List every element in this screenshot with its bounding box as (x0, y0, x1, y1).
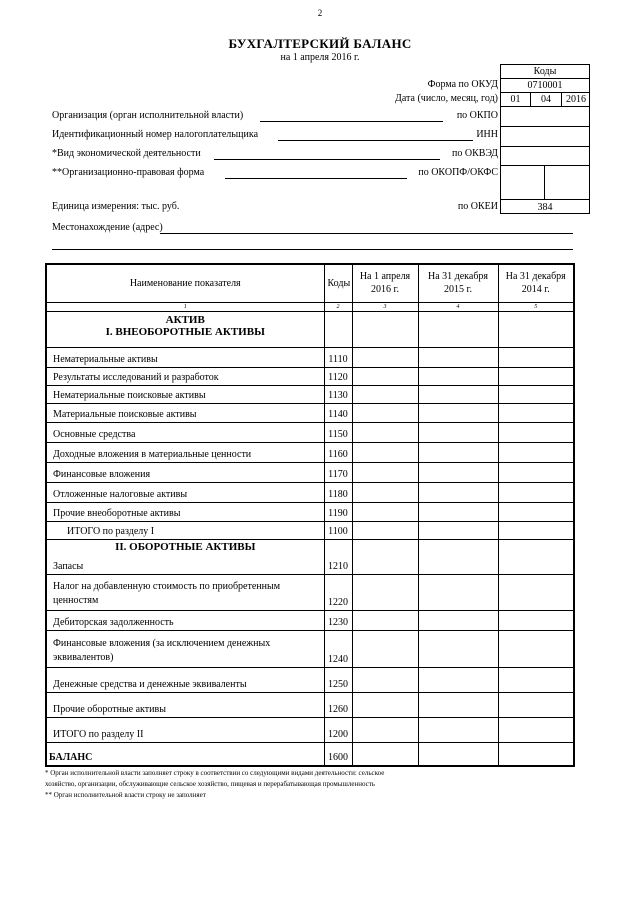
okei-value[interactable]: 384 (537, 202, 553, 213)
value-cell[interactable] (352, 692, 418, 717)
table-row-total (46, 717, 574, 742)
value-cell[interactable] (418, 742, 498, 766)
row-name-with-section (46, 539, 324, 574)
value-cell[interactable] (418, 403, 498, 422)
row-code: 1120 (324, 367, 352, 385)
row-name: Отложенные налоговые активы (46, 482, 324, 502)
value-cell[interactable] (352, 610, 418, 630)
value-cell[interactable] (418, 521, 498, 539)
value-cell[interactable] (418, 442, 498, 462)
column-number-row (46, 302, 574, 311)
section-header-row (46, 311, 574, 347)
value-cell[interactable] (498, 574, 574, 610)
column-number: 3 (352, 302, 418, 311)
row-code: 1220 (324, 574, 352, 610)
value-cell[interactable] (498, 667, 574, 692)
value-cell[interactable] (418, 462, 498, 482)
column-number: 5 (498, 302, 574, 311)
activity-input[interactable] (214, 159, 440, 160)
row-name: Материальные поисковые активы (46, 403, 324, 422)
footnote-1-line-1: * Орган исполнительной власти заполняет строку в соответствии со следующими видами деятельности: сельское (45, 769, 385, 777)
value-cell[interactable] (418, 385, 498, 403)
section1-title: I. ВНЕОБОРОТНЫЕ АКТИВЫ (105, 325, 265, 338)
row-name: ИТОГО по разделу II (46, 717, 324, 742)
address-input-line1[interactable] (160, 233, 573, 234)
balance-table (45, 263, 575, 767)
value-cell[interactable] (418, 502, 498, 521)
date-year[interactable]: 2016 (566, 94, 586, 105)
row-code: 1110 (324, 347, 352, 367)
header-col3: На 1 апреля 2016 г. (352, 264, 418, 302)
value-cell[interactable] (498, 422, 574, 442)
value-cell[interactable] (418, 422, 498, 442)
inn-id-label: Идентификационный номер налогоплательщика (52, 129, 259, 140)
value-cell[interactable] (498, 347, 574, 367)
row-name: Денежные средства и денежные эквиваленты (46, 667, 324, 692)
codes-box (500, 64, 590, 214)
document-title: БУХГАЛТЕРСКИЙ БАЛАНС (228, 36, 412, 51)
column-number: 2 (324, 302, 352, 311)
value-cell[interactable] (498, 742, 574, 766)
row-code: 1100 (324, 521, 352, 539)
value-cell[interactable] (418, 367, 498, 385)
page-number: 2 (317, 8, 323, 18)
value-cell[interactable] (498, 521, 574, 539)
column-number: 1 (46, 302, 324, 311)
value-cell[interactable] (418, 667, 498, 692)
row-name: Нематериальные активы (46, 347, 324, 367)
table-row (46, 539, 574, 574)
table-row (46, 667, 574, 692)
value-cell[interactable] (418, 539, 498, 574)
row-code: 1180 (324, 482, 352, 502)
row-name: ИТОГО по разделу I (46, 521, 324, 539)
row-code: 1210 (324, 539, 352, 574)
row-code: 1250 (324, 667, 352, 692)
table-row (46, 347, 574, 367)
value-cell[interactable] (352, 462, 418, 482)
table-row-total (46, 521, 574, 539)
codes-header: Коды (533, 66, 557, 77)
value-cell[interactable] (498, 502, 574, 521)
okei-label: по ОКЕИ (457, 201, 498, 212)
value-cell[interactable] (352, 574, 418, 610)
header-col5: На 31 декабря 2014 г. (498, 264, 574, 302)
row-name: Прочие внеоборотные активы (46, 502, 324, 521)
value-cell[interactable] (418, 610, 498, 630)
date-day[interactable]: 01 (510, 94, 521, 105)
date-label: Дата (число, месяц, год) (395, 93, 498, 104)
row-name: Финансовые вложения (за исключением денежных эквивалентов) (46, 630, 324, 667)
row-name: Прочие оборотные активы (46, 692, 324, 717)
value-cell[interactable] (352, 482, 418, 502)
table-row (46, 502, 574, 521)
value-cell[interactable] (498, 403, 574, 422)
value-cell[interactable] (352, 502, 418, 521)
okpo-label: по ОКПО (456, 110, 498, 121)
header-code: Коды (324, 264, 352, 302)
activity-label: *Вид экономической деятельности (52, 148, 201, 159)
footnote-1-line-2: хозяйство, организации, обслуживающие сельское хозяйство, пищевая и перерабатывающая промышленность (45, 780, 375, 788)
value-cell[interactable] (418, 574, 498, 610)
okved-label: по ОКВЭД (452, 148, 498, 159)
value-cell[interactable] (352, 422, 418, 442)
value-cell[interactable] (498, 692, 574, 717)
section-assets-title: АКТИВ (165, 313, 205, 326)
column-number: 4 (418, 302, 498, 311)
organization-label: Организация (орган исполнительной власти) (52, 110, 244, 121)
row-code: 1260 (324, 692, 352, 717)
row-name: Запасы (53, 560, 84, 572)
table-row (46, 482, 574, 502)
table-row (46, 462, 574, 482)
table-row (46, 630, 574, 667)
row-code: 1190 (324, 502, 352, 521)
value-cell[interactable] (352, 717, 418, 742)
row-name: БАЛАНС (46, 742, 324, 766)
inn-input[interactable] (278, 140, 473, 141)
row-code: 1150 (324, 422, 352, 442)
legal-form-label: **Организационно-правовая форма (52, 167, 205, 178)
value-cell[interactable] (498, 442, 574, 462)
table-row (46, 367, 574, 385)
value-cell[interactable] (498, 539, 574, 574)
value-cell[interactable] (418, 630, 498, 667)
table-row (46, 574, 574, 610)
row-code: 1230 (324, 610, 352, 630)
row-name: Результаты исследований и разработок (46, 367, 324, 385)
value-cell[interactable] (498, 385, 574, 403)
row-code: 1130 (324, 385, 352, 403)
header-name: Наименование показателя (46, 264, 324, 302)
organization-input[interactable] (260, 121, 443, 122)
value-cell[interactable] (418, 717, 498, 742)
value-cell[interactable] (352, 521, 418, 539)
table-row (46, 403, 574, 422)
table-row (46, 385, 574, 403)
value-cell[interactable] (498, 717, 574, 742)
value-cell[interactable] (352, 442, 418, 462)
address-input-line2[interactable] (52, 249, 573, 250)
value-cell[interactable] (418, 692, 498, 717)
okud-label: Форма по ОКУД (427, 79, 498, 90)
row-code: 1140 (324, 403, 352, 422)
section2-title: II. ОБОРОТНЫЕ АКТИВЫ (115, 540, 256, 553)
row-code: 1160 (324, 442, 352, 462)
value-cell[interactable] (352, 367, 418, 385)
inn-label: ИНН (476, 129, 498, 140)
address-label: Местонахождение (адрес) (52, 222, 163, 233)
row-name: Нематериальные поисковые активы (46, 385, 324, 403)
table-header-row (46, 264, 574, 302)
row-name: Основные средства (46, 422, 324, 442)
table-row (46, 610, 574, 630)
section-assets-heading (46, 311, 324, 347)
value-cell[interactable] (498, 610, 574, 630)
value-cell[interactable] (498, 630, 574, 667)
row-code: 1170 (324, 462, 352, 482)
table-row (46, 692, 574, 717)
document-date: на 1 апреля 2016 г. (280, 52, 360, 63)
okud-value[interactable]: 0710001 (527, 80, 563, 91)
row-code: 1240 (324, 630, 352, 667)
date-month[interactable]: 04 (541, 94, 551, 105)
value-cell[interactable] (352, 347, 418, 367)
table-row (46, 422, 574, 442)
value-cell[interactable] (352, 539, 418, 574)
value-cell[interactable] (352, 742, 418, 766)
value-cell[interactable] (418, 482, 498, 502)
value-cell[interactable] (498, 462, 574, 482)
table-row (46, 442, 574, 462)
unit-label: Единица измерения: тыс. руб. (52, 201, 180, 212)
row-name: Налог на добавленную стоимость по приобретенным ценностям (46, 574, 324, 610)
row-name: Доходные вложения в материальные ценности (46, 442, 324, 462)
value-cell[interactable] (352, 385, 418, 403)
value-cell[interactable] (418, 347, 498, 367)
table-row-balance (46, 742, 574, 766)
legal-form-input[interactable] (225, 178, 407, 179)
header-col4: На 31 декабря 2015 г. (418, 264, 498, 302)
row-name: Дебиторская задолженность (46, 610, 324, 630)
value-cell[interactable] (352, 630, 418, 667)
value-cell[interactable] (498, 367, 574, 385)
row-code: 1200 (324, 717, 352, 742)
row-code: 1600 (324, 742, 352, 766)
value-cell[interactable] (498, 482, 574, 502)
value-cell[interactable] (352, 667, 418, 692)
row-name: Финансовые вложения (46, 462, 324, 482)
value-cell[interactable] (352, 403, 418, 422)
footnote-2: ** Орган исполнительной власти строку не заполняет (45, 791, 206, 799)
okopf-label: по ОКОПФ/ОКФС (418, 167, 498, 178)
